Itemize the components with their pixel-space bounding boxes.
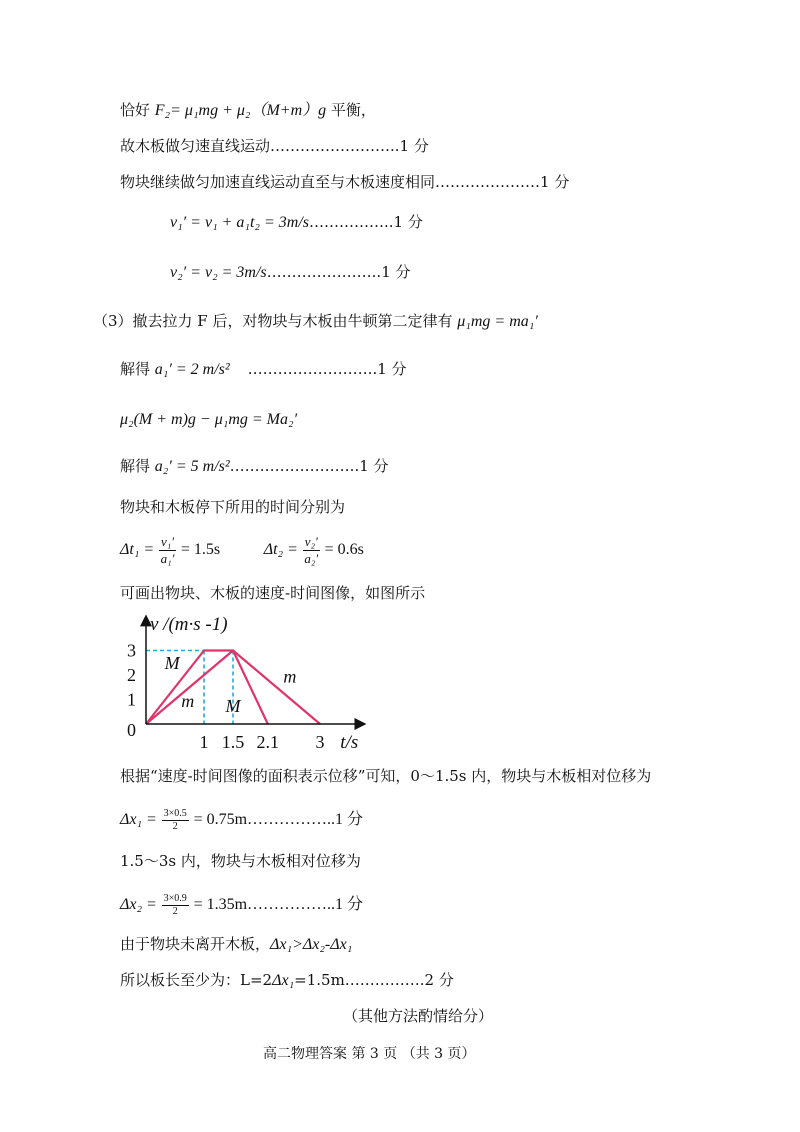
score-dots: ……………..1 分 xyxy=(309,213,423,231)
x-tick-label: 3 xyxy=(315,732,325,752)
equation: = 1.5s xyxy=(180,541,221,558)
denominator: 2 xyxy=(172,820,178,832)
line-uniform-motion: 故木板做匀速直线运动……………………..1 分 xyxy=(120,137,429,155)
line-delta-x1 xyxy=(120,804,363,835)
line-text: （3）撤去拉力 F 后，对物块与木板由牛顿第二定律有 xyxy=(93,312,458,330)
x-tick-label: 1 xyxy=(199,732,209,752)
line-a2-result xyxy=(120,456,389,477)
y-tick-label: 3 xyxy=(127,640,136,661)
line-relative-displacement: 1.5～3s 内，物块与木板相对位移为 xyxy=(120,852,361,870)
line-delta-t xyxy=(120,532,364,567)
line-part3 xyxy=(93,311,538,332)
grading-note: （其他方法酌情给分） xyxy=(343,1007,494,1025)
equation: Δt₂ = xyxy=(263,541,298,558)
line-v2-equation xyxy=(170,262,411,283)
denominator: a₁′ xyxy=(160,550,175,566)
line-balance xyxy=(120,100,376,121)
line-accel-motion: 物块继续做匀加速直线运动直至与木板速度相同…………………1 分 xyxy=(120,173,570,191)
line-text: 解得 xyxy=(120,360,155,378)
line-graph-intro: 可画出物块、木板的速度-时间图像，如图所示 xyxy=(120,584,426,602)
velocity-time-chart xyxy=(118,610,378,760)
curve-label-m: m xyxy=(283,666,297,687)
curve-label-M: M xyxy=(164,652,180,673)
fraction xyxy=(162,808,189,833)
line-text: =1.5m…………….2 分 xyxy=(294,971,454,989)
page-footer: 高二物理答案 第 3 页 （共 3 页） xyxy=(263,1046,476,1062)
fraction xyxy=(303,534,320,567)
equation: v₁′ = v₁ + a₁t₂ = 3m/s xyxy=(170,214,310,231)
numerator: 3×0.9 xyxy=(163,892,187,904)
line-text: 解得 xyxy=(120,457,155,475)
y-tick-label: 2 xyxy=(127,665,136,685)
score-dots: ……………………..1 分 xyxy=(229,457,389,475)
equation: = 1.35m……………..1 分 xyxy=(193,896,364,913)
equation: a₁′ = 2 m/s² xyxy=(154,361,230,378)
line-condition xyxy=(120,934,352,955)
line-text: 由于物块未离开木板， xyxy=(120,935,271,953)
line-a1-result xyxy=(120,359,407,380)
y-tick-label: 0 xyxy=(127,720,136,740)
curve-label-M: M xyxy=(225,695,241,716)
curve-label-m: m xyxy=(181,690,195,711)
equation: = 0.6s xyxy=(324,541,364,558)
line-stop-times: 物块和木板停下所用的时间分别为 xyxy=(120,498,346,516)
x-axis-label: t/s xyxy=(340,732,359,753)
equation: a₂′ = 5 m/s² xyxy=(154,458,230,475)
line-text: 平衡， xyxy=(326,101,376,119)
equation: μ₂(M + m)g − μ₁mg = Ma₂′ xyxy=(120,411,298,428)
equation: μ₁mg = ma₁′ xyxy=(457,313,538,330)
denominator: 2 xyxy=(172,905,178,917)
numerator: v₁′ xyxy=(160,533,175,549)
fraction xyxy=(162,893,189,918)
line-board-length xyxy=(120,970,454,991)
x-tick-label: 1.5 xyxy=(221,732,245,752)
numerator: 3×0.5 xyxy=(163,807,187,819)
equation: Δt₁ = xyxy=(120,541,155,558)
line-v1-equation xyxy=(170,212,423,233)
numerator: v₂′ xyxy=(304,533,318,549)
y-tick-label: 1 xyxy=(127,689,136,710)
line-board-equation xyxy=(120,409,297,430)
score-dots: …………………..1 分 xyxy=(266,263,411,281)
equation: Δx₁ = xyxy=(120,811,157,828)
equation: v₂′ = v₂ = 3m/s xyxy=(170,264,267,281)
equation: Δx₂ = xyxy=(120,896,157,913)
line-delta-x2 xyxy=(120,889,363,920)
score-dots: ……………………..1 分 xyxy=(247,360,407,378)
equation: F₂= μ₁mg + μ₂（M+m）g xyxy=(154,102,327,119)
equation: Δx₁ xyxy=(272,972,295,989)
line-area-principle: 根据“速度-时间图像的面积表示位移”可知，0～1.5s 内，物块与木板相对位移为 xyxy=(120,767,652,785)
y-axis-label: v /(m·s -1) xyxy=(150,614,228,635)
line-text: 所以板长至少为：L=2 xyxy=(120,971,273,989)
equation: Δx₁>Δx₂-Δx₁ xyxy=(270,936,353,953)
denominator: a₂′ xyxy=(304,550,319,566)
curve-labels xyxy=(164,653,297,716)
x-tick-label: 2.1 xyxy=(256,732,280,752)
equation: = 0.75m……………..1 分 xyxy=(193,811,364,828)
fraction xyxy=(159,534,176,567)
line-text: 恰好 xyxy=(120,101,155,119)
